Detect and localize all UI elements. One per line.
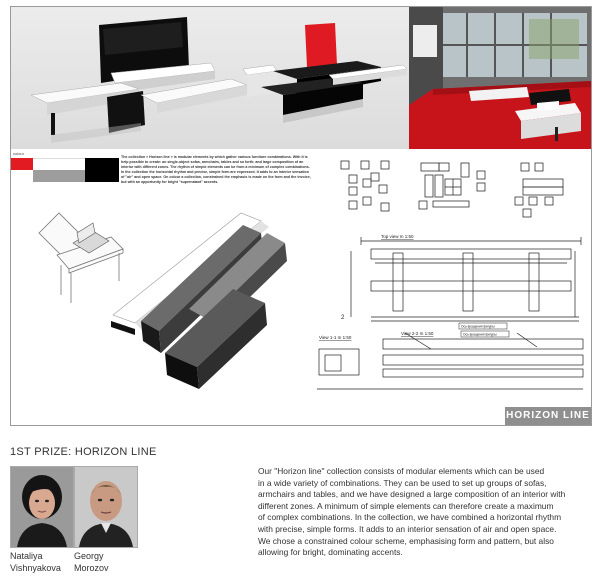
description-line: with precise, simple forms. It adds to an interior sensation of air and open space. <box>258 523 557 534</box>
description-line: armchairs and tables, and we have designed a large composition of an interior with <box>258 489 566 500</box>
author-photo-nataliya <box>10 466 74 548</box>
palette-swatch-grey <box>33 170 85 182</box>
isometric-render <box>31 203 301 403</box>
description-line: We chose a constrained colour scheme, emphasising form and pattern, but also <box>258 535 554 546</box>
author-first-name: Georgy <box>74 551 104 561</box>
competition-board <box>10 6 592 426</box>
description-line: allowing for bright, dominating accents. <box>258 547 403 558</box>
prize-title: 1ST PRIZE: HORIZON LINE <box>10 446 157 458</box>
interior-render <box>409 7 591 149</box>
note-label-a: Ось вращения фигуры <box>461 324 495 329</box>
technical-drawing <box>311 221 589 421</box>
palette-swatch-black <box>85 158 119 182</box>
plan-combinations <box>301 149 591 221</box>
description-line: different zones. A minimum of simple elements can therefore create a maximum <box>258 500 554 511</box>
section-mark: 2 <box>341 315 345 321</box>
palette-swatch-red <box>11 158 33 170</box>
author-name-1 <box>10 550 61 574</box>
author-first-name: Nataliya <box>10 551 43 561</box>
description-line: of complex combinations. In the collection, we have combined a horizontal rhythm <box>258 512 562 523</box>
author-name-2 <box>74 550 109 574</box>
description-line: Our "Horizon line" collection consists of modular elements which can be used <box>258 466 545 476</box>
top-view-label: Top view m 1:50 <box>381 234 414 239</box>
author-last-name: Morozov <box>74 563 109 573</box>
palette-swatch-white <box>33 158 85 170</box>
palette-label: colour <box>13 151 24 156</box>
board-small-description: The collection « Horizon line » is modular elements by which gather various furniture combinations. With it is help possible to create: an single-object sofas, armchairs, tables and so forth; and large composition of an interior with different zones. The rhythm of simple elements can be from a minimum of complex combinations. In the collection the horizontal rhythm and precise, simple form are expressed. It adds to an interior sensation of "air" and open space. On colour a collection, constrained the emphasis is made on the form and the invoice, but with an opportunity for bright "supernatant" accents. <box>121 155 311 184</box>
project-description <box>258 466 594 559</box>
description-line: in a wide variety of combinations. They can be used to set up groups of sofas, <box>258 477 547 488</box>
furniture-render-left <box>11 7 409 149</box>
author-last-name: Vishnyakova <box>10 563 61 573</box>
horizon-line-label: HORIZON LINE <box>505 407 591 425</box>
author-photo-georgy <box>74 466 138 548</box>
view-1-label: View 1-1 m 1:50 <box>319 335 352 340</box>
note-label-b: Ось вращения фигуры <box>463 332 497 337</box>
view-2-label: View 2-2 m 1:50 <box>401 331 434 336</box>
